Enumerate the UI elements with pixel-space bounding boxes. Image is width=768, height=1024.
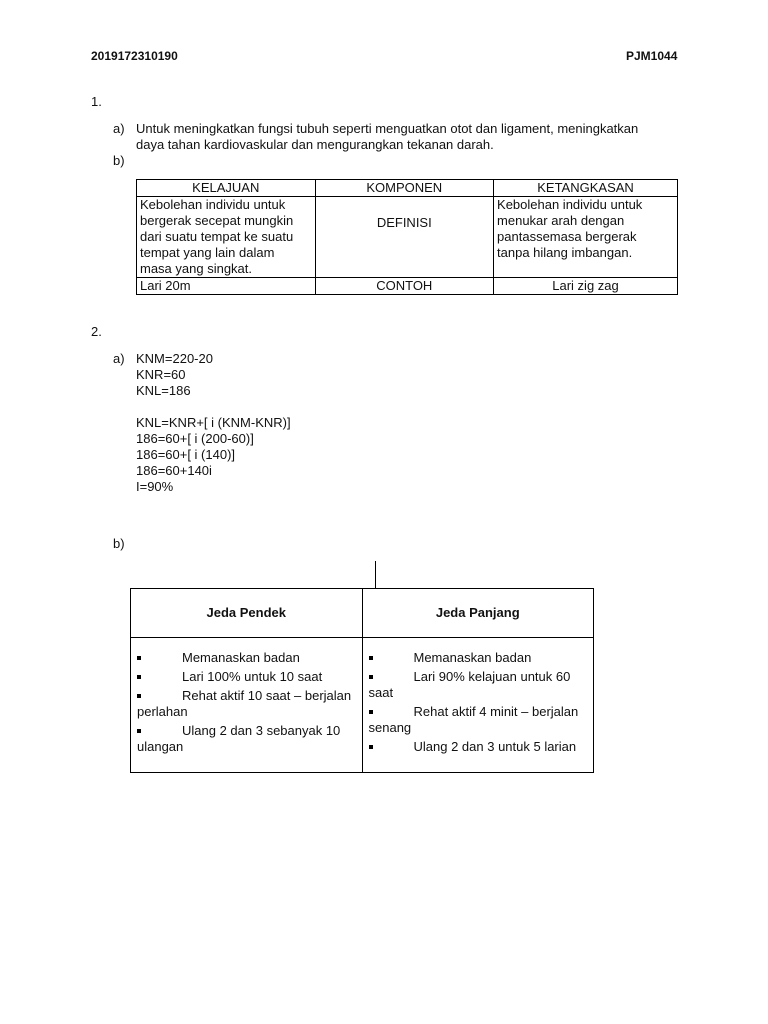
definition-speed-line: bergerak secepat mungkin (140, 213, 294, 228)
q1-number: 1. (91, 94, 102, 109)
calc-line: 186=60+[ i (200-60)] (136, 431, 254, 446)
q1-a-line2: daya tahan kardiovaskular dan mengurangkan tekanan darah. (136, 137, 494, 152)
definition-speed-line: tempat yang lain dalam (140, 245, 275, 260)
calc-line: I=90% (136, 479, 174, 494)
definition-agility (494, 197, 678, 278)
header-jeda-panjang: Jeda Panjang (362, 589, 594, 638)
bullet-icon (369, 656, 373, 660)
long-interval-cell (362, 638, 594, 773)
definition-speed (137, 197, 316, 278)
list-item: Ulang 2 dan 3 untuk 5 larian (369, 739, 588, 755)
calc-line: 186=60+[ i (140)] (136, 447, 236, 462)
bullet-icon (369, 710, 373, 714)
definition-agility-line: menukar arah dengan (497, 213, 625, 228)
header-ketangkasan: KETANGKASAN (494, 180, 678, 197)
example-label: CONTOH (315, 278, 494, 295)
definition-label: DEFINISI (315, 197, 494, 278)
short-interval-list (137, 650, 356, 755)
bullet-icon (369, 745, 373, 749)
bullet-icon (137, 675, 141, 679)
example-speed: Lari 20m (137, 278, 316, 295)
long-interval-list (369, 650, 588, 755)
interval-training-table (130, 588, 594, 773)
header-komponen: KOMPONEN (315, 180, 494, 197)
definition-speed-line: masa yang singkat. (140, 261, 253, 276)
calc-line: KNM=220-20 (136, 351, 213, 366)
calc-line (136, 399, 291, 415)
q2-a-label: a) (113, 351, 125, 366)
course-code: PJM1044 (626, 49, 678, 63)
definition-agility-line: pantassemasa bergerak (497, 229, 637, 244)
fitness-components-table (136, 179, 678, 295)
list-item: Lari 100% untuk 10 saat (137, 669, 356, 685)
calc-line: KNL=186 (136, 383, 191, 398)
example-agility: Lari zig zag (494, 278, 678, 295)
definition-agility-line: Kebolehan individu untuk (497, 197, 643, 212)
divider-line (375, 561, 376, 589)
q1-a-line1: Untuk meningkatkan fungsi tubuh seperti menguatkan otot dan ligament, meningkatkan (136, 121, 639, 136)
bullet-icon (137, 694, 141, 698)
short-interval-cell (131, 638, 363, 773)
q1-a-label: a) (113, 121, 125, 136)
list-item: Rehat aktif 10 saat – berjalan perlahan (137, 688, 352, 719)
bullet-icon (137, 656, 141, 660)
calc-line: KNR=60 (136, 367, 186, 382)
bullet-icon (137, 729, 141, 733)
table-row (137, 278, 678, 295)
definition-speed-line: dari suatu tempat ke suatu (140, 229, 294, 244)
list-item: Memanaskan badan (369, 650, 588, 666)
student-id: 2019172310190 (91, 49, 178, 63)
header-kelajuan: KELAJUAN (137, 180, 316, 197)
table-row (131, 589, 594, 638)
list-item: Memanaskan badan (137, 650, 356, 666)
bullet-icon (369, 675, 373, 679)
calc-line: KNL=KNR+[ i (KNM-KNR)] (136, 415, 291, 430)
list-item: Rehat aktif 4 minit – berjalan senang (368, 704, 579, 735)
q1-b-label: b) (113, 153, 125, 168)
header-jeda-pendek: Jeda Pendek (131, 589, 363, 638)
q2-number: 2. (91, 324, 102, 339)
calc-line: 186=60+140i (136, 463, 212, 478)
q2-b-label: b) (113, 536, 125, 551)
table-row (131, 638, 594, 773)
table-row (137, 197, 678, 278)
q2-calculation (136, 351, 291, 495)
list-item: Lari 90% kelajuan untuk 60 saat (368, 669, 571, 700)
list-item: Ulang 2 dan 3 sebanyak 10 ulangan (137, 723, 341, 754)
definition-speed-line: Kebolehan individu untuk (140, 197, 286, 212)
table-row (137, 180, 678, 197)
definition-agility-line: tanpa hilang imbangan. (497, 245, 633, 260)
